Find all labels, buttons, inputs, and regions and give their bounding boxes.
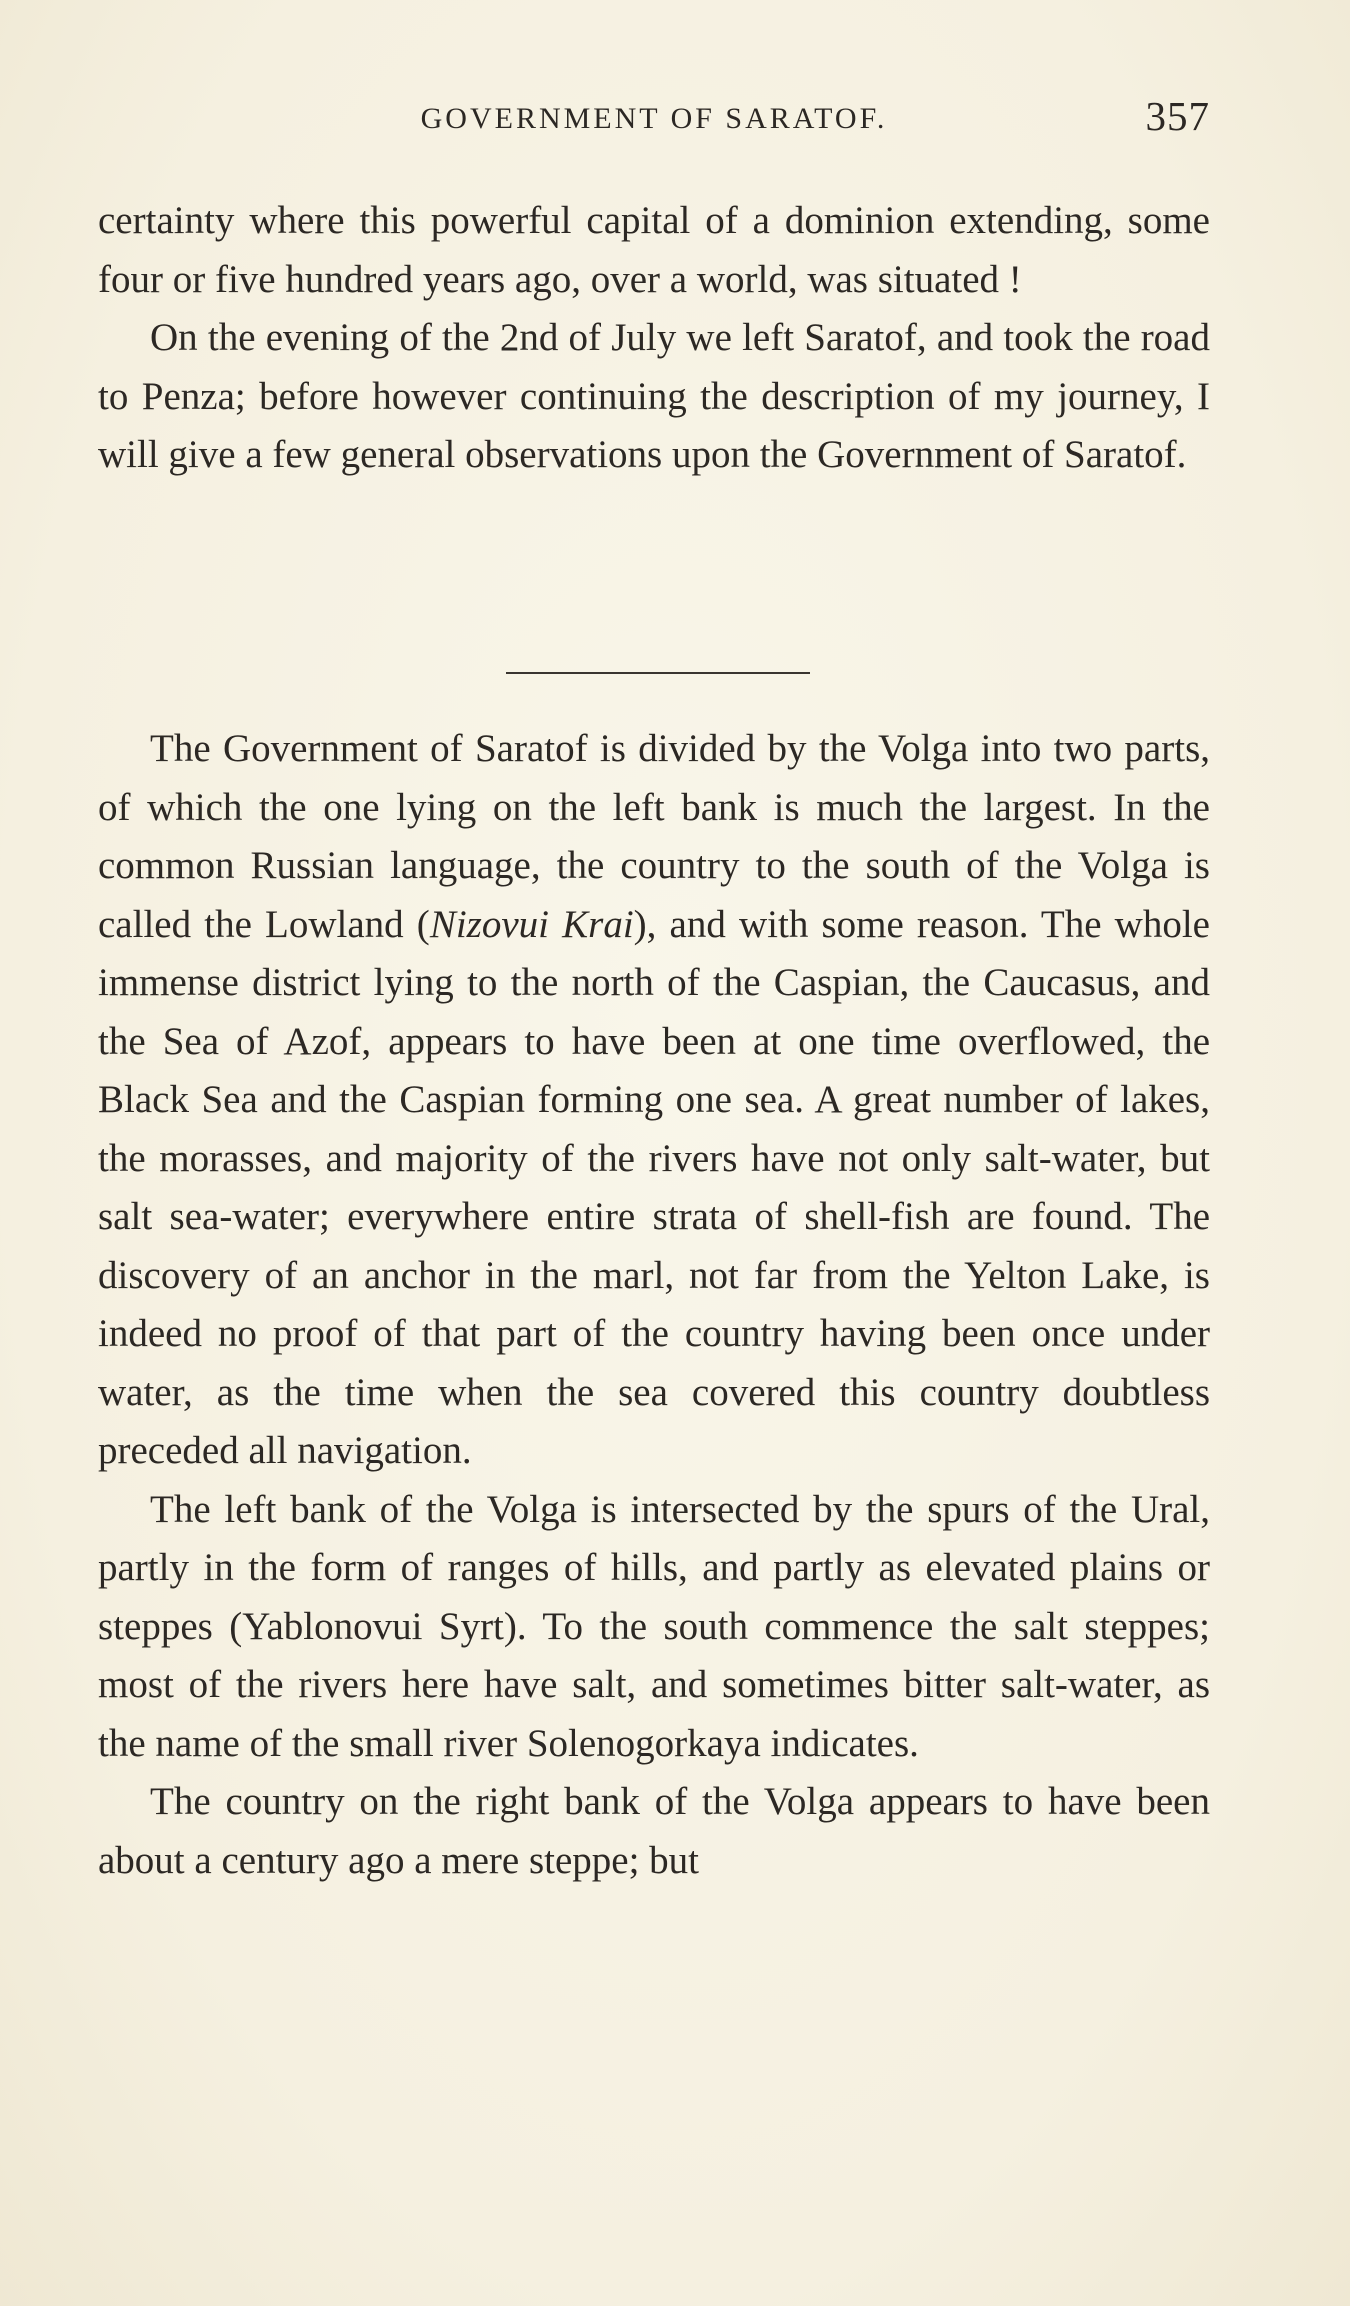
running-head: GOVERNMENT OF SARATOF. [420,102,888,135]
text-block-section [98,720,1210,1890]
paragraph-left-bank: The left bank of the Volga is intersected by the spurs of the Ural, partly in the form of ranges of hills, and partly as elevated plains or steppes (Yablonovui Syrt). To the south commence the salt steppes; most of the rivers here have salt, and sometimes bitter salt-water, as the name of the small river Solenogorkaya indicates. [98,1487,1210,1765]
page-number: 357 [1145,93,1210,139]
paragraph-text-end: ), and with some reason. The whole immense district lying to the north of the Caspian, the Caucasus, and the Sea of Azof, appears to have been at one time overflowed, the Black Sea and the Caspian forming one sea. A great number of lakes, the morasses, and majority of the rivers have not only salt-water, but salt sea-water; everywhere entire strata of shell-fish are found. The discovery of an anchor in the marl, not far from the Yelton Lake, is indeed no proof of that part of the country having been once under water, as the time when the sea covered this country doubtless preceded all navigation. [98,902,1210,1472]
paragraph-right-bank: The country on the right bank of the Volga appears to have been about a century ago a mere steppe; but [98,1780,1210,1882]
italic-term: Nizovui Krai [429,902,634,946]
paragraph-government-description [98,720,1210,1481]
text-block-top [98,192,1210,485]
paragraph-departure: On the evening of the 2nd of July we left Saratof, and took the road to Penza; before however continuing the description of my journey, I will give a few general observations upon the Government of Saratof. [98,316,1210,476]
page-header [98,93,1210,146]
section-divider [506,672,810,674]
paragraph-continued: certainty where this powerful capital of a dominion extending, some four or five hundred years ago, over a world, was situated ! [98,199,1210,301]
paragraph-text-start: The Government of Saratof is divided by the Volga into two parts, of which the one lying on the left bank is much the largest. In the common Russian language, the country to the south of the Volga is called the Lowland ( [98,727,1210,946]
